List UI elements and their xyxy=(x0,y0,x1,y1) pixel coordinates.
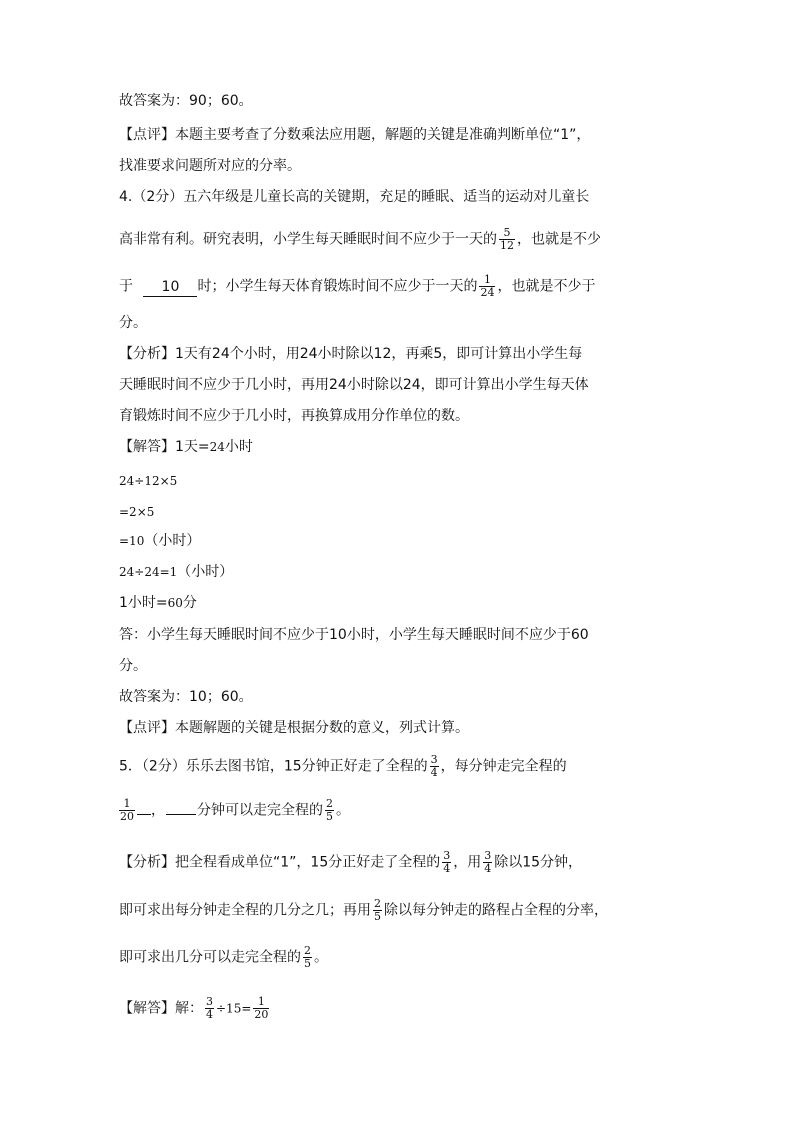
fraction-1-24: $\frac{1}{24}$ xyxy=(480,273,495,299)
q5-stem-line-2 xyxy=(119,798,350,823)
fraction-3-4: $\frac{3}{4}$ xyxy=(206,995,213,1021)
math-value: 60 xyxy=(167,596,183,610)
math-value: 24÷24=1 xyxy=(119,565,178,579)
q3-comment-line-2: 找准要求问题所对应的分率。 xyxy=(119,158,301,174)
q5-analysis-line-3 xyxy=(119,945,328,970)
math-value: =10 xyxy=(119,534,145,548)
fraction-2-5: $\frac{2}{5}$ xyxy=(374,897,381,923)
q5-analysis-line-2 xyxy=(119,898,608,923)
q5-analysis-line-1 xyxy=(119,850,582,875)
q4-calc-line-3 xyxy=(119,532,200,550)
q4-solution-header xyxy=(119,438,253,456)
fraction-1-20: $\frac{1}{20}$ xyxy=(120,797,134,823)
q5-stem-text: 分钟可以走完全程的 xyxy=(197,802,323,819)
q4-calc-line-5 xyxy=(119,594,197,612)
fraction-1-20: $\frac{1}{20}$ xyxy=(254,995,269,1021)
q5-analysis-text: 【分析】把全程看成单位“1”，15分正好走了全程的 xyxy=(119,854,441,871)
q4-stem-text: 于 xyxy=(119,278,133,295)
math-value: 24 xyxy=(209,440,225,454)
q3-comment-line-1: 【点评】本题主要考查了分数乘法应用题，解题的关键是准确判断单位“1”， xyxy=(119,127,591,143)
answer-blank-short xyxy=(137,814,151,815)
q4-analysis-line-2: 天睡眠时间不应少于几小时，再用24小时除以24，即可计算出小学生每天体 xyxy=(119,377,589,393)
fraction-2-5: $\frac{2}{5}$ xyxy=(304,944,311,970)
fraction-3-4: $\frac{3}{4}$ xyxy=(430,753,438,779)
q4-stem-line-1: 4.（2分）五六年级是儿童长高的关键期，充足的睡眠、适当的运动对儿童长 xyxy=(119,189,590,205)
q5-solution xyxy=(119,996,271,1021)
solution-label: 【解答】1天= xyxy=(119,439,210,455)
q5-analysis-text: 。 xyxy=(314,949,328,966)
q4-stem-line-4: 分。 xyxy=(119,315,147,331)
q5-analysis-text: 即可求出每分钟走全程的几分之几；再用 xyxy=(119,902,371,919)
fraction-5-12: $\frac{5}{12}$ xyxy=(500,226,514,252)
q4-stem-text: 高非常有利。研究表明，小学生每天睡眠时间不应少于一天的 xyxy=(119,231,497,248)
solution-label: 【解答】解： xyxy=(119,1000,203,1017)
q5-analysis-text: 即可求出几分可以走完全程的 xyxy=(119,949,301,966)
q4-stem-line-2 xyxy=(119,227,601,252)
fraction-2-5: $\frac{2}{5}$ xyxy=(326,797,333,823)
q5-stem-text: ，每分钟走完全程的 xyxy=(440,758,567,775)
q5-stem-line-1 xyxy=(119,754,567,779)
q5-stem-text: 。 xyxy=(336,802,350,819)
unit-text: （小时） xyxy=(144,533,201,549)
q4-reply-line-1: 答：小学生每天睡眠时间不应少于10小时，小学生每天睡眠时间不应少于60 xyxy=(119,627,589,643)
fraction-3-4: $\frac{3}{4}$ xyxy=(443,849,451,875)
q5-analysis-text: 除以每分钟走的路程占全程的分率， xyxy=(384,902,608,919)
answer-blank-hours: 10 xyxy=(143,278,197,297)
q4-stem-text: ，也就是不少 xyxy=(517,231,601,248)
q3-answer: 故答案为：90；60。 xyxy=(119,93,253,109)
q5-analysis-text: ，用 xyxy=(453,854,482,871)
fraction-3-4: $\frac{3}{4}$ xyxy=(484,849,492,875)
q5-stem-text: 5．（2分）乐乐去图书馆，15分钟正好走了全程的 xyxy=(119,758,428,775)
unit-text: 分 xyxy=(182,595,197,611)
unit-text: 1小时= xyxy=(119,595,168,611)
q5-stem-text: ， xyxy=(151,802,165,819)
q4-calc-line-4 xyxy=(119,563,233,581)
q4-stem-line-3 xyxy=(119,274,595,299)
unit-text: （小时） xyxy=(177,564,234,580)
q4-stem-text: ，也就是不少于 xyxy=(497,278,596,295)
q4-analysis-line-3: 育锻炼时间不应少于几小时，再换算成用分作单位的数。 xyxy=(119,408,469,424)
q5-analysis-text: 除以15分钟， xyxy=(494,854,583,871)
q4-analysis-line-1: 【分析】1天有24个小时，用24小时除以12，再乘5，即可计算出小学生每 xyxy=(119,346,583,362)
q4-reply-line-2: 分。 xyxy=(119,658,147,674)
math-value: ÷15= xyxy=(216,1001,252,1016)
q4-comment: 【点评】本题解题的关键是根据分数的意义，列式计算。 xyxy=(119,720,469,736)
answer-blank-minutes xyxy=(166,814,196,815)
q4-calc-line-2: =2×5 xyxy=(119,505,155,519)
q4-answer: 故答案为：10；60。 xyxy=(119,689,253,705)
unit-text: 小时 xyxy=(224,439,253,455)
q4-stem-text: 时；小学生每天体育锻炼时间不应少于一天的 xyxy=(197,278,478,295)
q4-calc-line-1: 24÷12×5 xyxy=(119,474,178,488)
